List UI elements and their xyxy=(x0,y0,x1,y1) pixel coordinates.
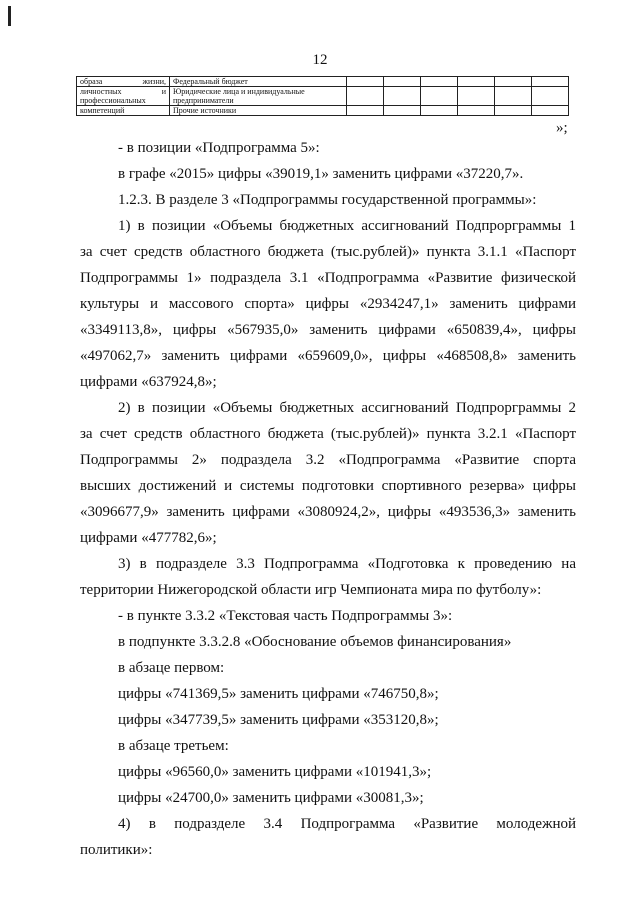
cell-text: личностных xyxy=(80,87,122,96)
text-line: «3349113,8», цифры «567935,0» заменить цифрами «650839,4», цифры xyxy=(80,322,576,338)
text-line: Подпрограммы 2» подраздела 3.2 «Подпрограмма «Развитие спорта xyxy=(80,452,576,468)
text-line: территории Нижегородской области игр Чемпионата мира по футболу»: xyxy=(80,582,542,598)
table-cell-description xyxy=(77,87,170,106)
text-line: в абзаце третьем: xyxy=(118,738,229,754)
text-line: Подпрограммы 1» подраздела 3.1 «Подпрограмма «Развитие физической xyxy=(80,270,576,286)
table-cell-value xyxy=(347,87,384,106)
table-cell-value xyxy=(532,87,569,106)
text-line: цифрами «477782,6»; xyxy=(80,530,217,546)
text-line: цифры «24700,0» заменить цифрами «30081,3»; xyxy=(118,790,424,806)
table-cell-value xyxy=(421,77,458,87)
table-cell-description xyxy=(77,77,170,87)
cell-text: предприниматели xyxy=(173,96,234,105)
table-cell-value xyxy=(458,87,495,106)
table-cell-value xyxy=(384,106,421,116)
table-cell-value xyxy=(495,106,532,116)
table-cell-description: компетенций xyxy=(77,106,170,116)
table-cell-value xyxy=(532,77,569,87)
text-line: «3096677,9» заменить цифрами «3080924,2», цифры «493536,3» заменить xyxy=(80,504,576,520)
cell-text: и xyxy=(161,87,166,96)
text-line: - в позиции «Подпрограмма 5»: xyxy=(118,140,320,156)
cell-text: профессиональных xyxy=(80,96,146,105)
table-cell-value xyxy=(421,106,458,116)
table-cell-value xyxy=(347,77,384,87)
table-cell-value xyxy=(347,106,384,116)
text-line: политики»: xyxy=(80,842,153,858)
table-cell-value xyxy=(532,106,569,116)
table-cell-source: Прочие источники xyxy=(170,106,347,116)
cell-text: жизни, xyxy=(142,77,166,86)
text-line: цифрами «637924,8»; xyxy=(80,374,217,390)
table-row xyxy=(77,87,569,106)
text-line: цифры «347739,5» заменить цифрами «353120,8»; xyxy=(118,712,439,728)
table-cell-source: Федеральный бюджет xyxy=(170,77,347,87)
cell-text: Юридические лица и индивидуальные xyxy=(173,87,305,96)
text-line: - в пункте 3.3.2 «Текстовая часть Подпрограммы 3»: xyxy=(118,608,453,624)
text-line: за счет средств областного бюджета (тыс.рублей)» пункта 3.2.1 «Паспорт xyxy=(80,426,576,442)
page-number: 12 xyxy=(312,52,328,68)
closing-quote: »; xyxy=(556,120,568,136)
body-text xyxy=(80,135,576,863)
table-row xyxy=(77,77,569,87)
text-line: цифры «96560,0» заменить цифрами «101941,3»; xyxy=(118,764,432,780)
table-row xyxy=(77,106,569,116)
text-line: в абзаце первом: xyxy=(118,660,225,676)
text-line: 2) в позиции «Объемы бюджетных ассигнований Подпрорграммы 2 xyxy=(118,400,576,416)
text-line: за счет средств областного бюджета (тыс.рублей)» пункта 3.1.1 «Паспорт xyxy=(80,244,576,260)
cell-text: образа xyxy=(80,77,103,86)
financing-table xyxy=(76,76,569,116)
table-cell-value xyxy=(458,77,495,87)
scan-mark xyxy=(8,6,11,26)
table-cell-value xyxy=(495,77,532,87)
text-line: в подпункте 3.3.2.8 «Обоснование объемов финансирования» xyxy=(118,634,512,650)
text-line: высших достижений и системы подготовки спортивного резерва» цифры xyxy=(80,478,576,494)
table-cell-source xyxy=(170,87,347,106)
table-cell-value xyxy=(495,87,532,106)
table-cell-value xyxy=(384,77,421,87)
table-cell-value xyxy=(458,106,495,116)
text-line: 4) в подразделе 3.4 Подпрограмма «Развитие молодежной xyxy=(118,816,576,832)
section-heading: 1.2.3. В разделе 3 «Подпрограммы государственной программы»: xyxy=(118,192,537,208)
text-line: «497062,7» заменить цифрами «659609,0», цифры «468508,8» заменить xyxy=(80,348,576,364)
text-line: культуры и массового спорта» цифры «2934247,1» заменить цифрами xyxy=(80,296,576,312)
text-line: 3) в подразделе 3.3 Подпрограмма «Подготовка к проведению на xyxy=(118,556,576,572)
table-cell-value xyxy=(421,87,458,106)
table-cell-value xyxy=(384,87,421,106)
text-line: в графе «2015» цифры «39019,1» заменить цифрами «37220,7». xyxy=(118,166,524,182)
text-line: 1) в позиции «Объемы бюджетных ассигнований Подпрорграммы 1 xyxy=(118,218,576,234)
text-line: цифры «741369,5» заменить цифрами «746750,8»; xyxy=(118,686,439,702)
